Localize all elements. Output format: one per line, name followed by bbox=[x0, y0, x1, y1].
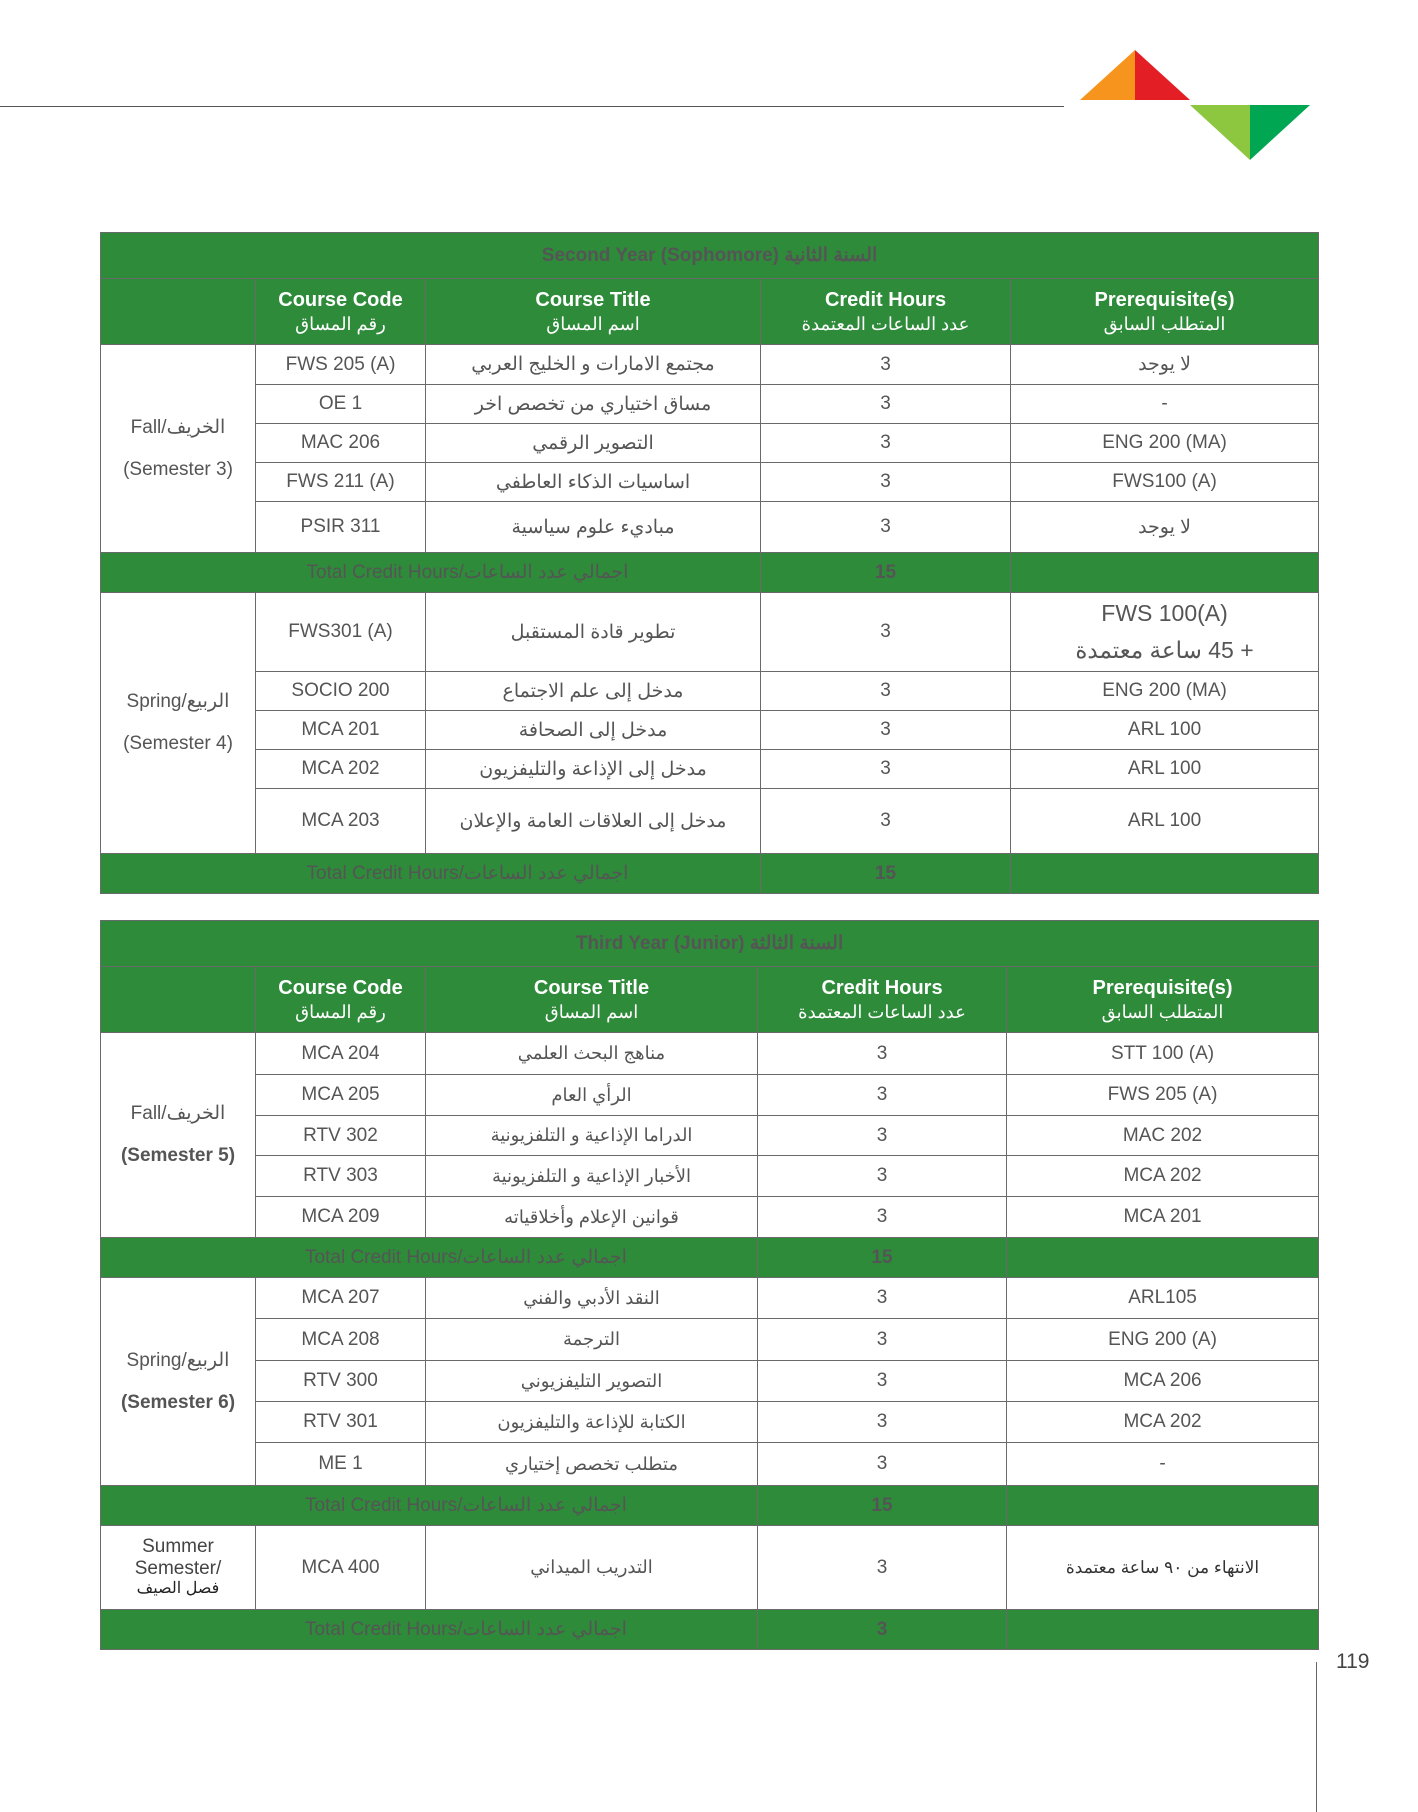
course-title: قوانين الإعلام وأخلاقياته bbox=[426, 1197, 758, 1238]
credit-hours: 3 bbox=[758, 1443, 1007, 1486]
prerequisite: ENG 200 (MA) bbox=[1011, 424, 1319, 463]
credit-hours: 3 bbox=[761, 672, 1011, 711]
prerequisite: لا يوجد bbox=[1011, 345, 1319, 385]
course-code: MAC 206 bbox=[256, 424, 426, 463]
header-row bbox=[101, 279, 1319, 345]
credit-hours: 3 bbox=[761, 424, 1011, 463]
header-empty bbox=[101, 279, 256, 345]
course-code: MCA 202 bbox=[256, 750, 426, 789]
course-code: ME 1 bbox=[256, 1443, 426, 1486]
second-year-title: Second Year (Sophomore) السنة الثانية bbox=[101, 233, 1319, 279]
course-title: مدخل إلى العلاقات العامة والإعلان bbox=[426, 789, 761, 854]
credit-hours: 3 bbox=[758, 1033, 1007, 1075]
prerequisite: ARL 100 bbox=[1011, 750, 1319, 789]
prerequisite: FWS 100(A) + 45 ساعة معتمدة bbox=[1011, 593, 1319, 672]
course-title: اساسيات الذكاء العاطفي bbox=[426, 463, 761, 502]
total-row bbox=[101, 854, 1319, 894]
third-year-title: Third Year (Junior) السنة الثالثة bbox=[101, 921, 1319, 967]
prerequisite: FWS100 (A) bbox=[1011, 463, 1319, 502]
credit-hours: 3 bbox=[758, 1319, 1007, 1361]
course-title: التصوير الرقمي bbox=[426, 424, 761, 463]
credit-hours: 3 bbox=[761, 789, 1011, 854]
total-empty bbox=[1007, 1610, 1319, 1650]
header-prerequisites: Prerequisite(s) المتطلب السابق bbox=[1007, 967, 1319, 1033]
course-title: مدخل إلى الإذاعة والتليفزيون bbox=[426, 750, 761, 789]
course-code: SOCIO 200 bbox=[256, 672, 426, 711]
total-value: 15 bbox=[758, 1486, 1007, 1526]
page-number: 119 bbox=[1336, 1650, 1370, 1673]
third-year-table bbox=[100, 920, 1319, 1650]
course-title: الأخبار الإذاعية و التلفزيونية bbox=[426, 1156, 758, 1197]
semester-label: Summer Semester/ فصل الصيف bbox=[101, 1526, 256, 1610]
credit-hours: 3 bbox=[758, 1075, 1007, 1116]
course-title: مدخل إلى علم الاجتماع bbox=[426, 672, 761, 711]
decorative-triangles-logo bbox=[1080, 50, 1320, 165]
total-label: Total Credit Hours/اجمالي عدد الساعات bbox=[101, 854, 761, 894]
total-label: Total Credit Hours/اجمالي عدد الساعات bbox=[101, 1238, 758, 1278]
course-code: RTV 303 bbox=[256, 1156, 426, 1197]
course-code: RTV 301 bbox=[256, 1402, 426, 1443]
credit-hours: 3 bbox=[761, 750, 1011, 789]
prerequisite: ENG 200 (MA) bbox=[1011, 672, 1319, 711]
credit-hours: 3 bbox=[758, 1278, 1007, 1319]
course-code: RTV 300 bbox=[256, 1361, 426, 1402]
total-label: Total Credit Hours/اجمالي عدد الساعات bbox=[101, 1486, 758, 1526]
total-row bbox=[101, 1486, 1319, 1526]
course-code: MCA 201 bbox=[256, 711, 426, 750]
total-row bbox=[101, 1238, 1319, 1278]
course-code: MCA 203 bbox=[256, 789, 426, 854]
course-code: OE 1 bbox=[256, 385, 426, 424]
course-title: تطوير قادة المستقبل bbox=[426, 593, 761, 672]
header-course-code: Course Code رقم المساق bbox=[256, 967, 426, 1033]
course-code: MCA 207 bbox=[256, 1278, 426, 1319]
prerequisite: ENG 200 (A) bbox=[1007, 1319, 1319, 1361]
header-course-code: Course Code رقم المساق bbox=[256, 279, 426, 345]
semester-label: Fall/الخريف (Semester 5) bbox=[101, 1033, 256, 1238]
credit-hours: 3 bbox=[761, 345, 1011, 385]
course-title: متطلب تخصص إختياري bbox=[426, 1443, 758, 1486]
table-row bbox=[101, 502, 1319, 553]
total-value: 3 bbox=[758, 1610, 1007, 1650]
prerequisite: ARL 100 bbox=[1011, 711, 1319, 750]
prerequisite: MAC 202 bbox=[1007, 1116, 1319, 1156]
course-code: FWS 205 (A) bbox=[256, 345, 426, 385]
second-year-table bbox=[100, 232, 1319, 894]
total-empty bbox=[1007, 1238, 1319, 1278]
third-year-title-row bbox=[101, 921, 1319, 967]
credit-hours: 3 bbox=[761, 593, 1011, 672]
lightgreen-triangle bbox=[1190, 105, 1250, 160]
course-title: النقد الأدبي والفني bbox=[426, 1278, 758, 1319]
prerequisite: MCA 201 bbox=[1007, 1197, 1319, 1238]
course-title: الكتابة للإذاعة والتليفزيون bbox=[426, 1402, 758, 1443]
prerequisite: MCA 202 bbox=[1007, 1156, 1319, 1197]
course-title: الدراما الإذاعية و التلفزيونية bbox=[426, 1116, 758, 1156]
prerequisite: STT 100 (A) bbox=[1007, 1033, 1319, 1075]
top-rule bbox=[0, 106, 1064, 107]
credit-hours: 3 bbox=[761, 502, 1011, 553]
header-row bbox=[101, 967, 1319, 1033]
total-label: Total Credit Hours/اجمالي عدد الساعات bbox=[101, 1610, 758, 1650]
table-row bbox=[101, 1319, 1319, 1361]
course-code: FWS301 (A) bbox=[256, 593, 426, 672]
prerequisite: لا يوجد bbox=[1011, 502, 1319, 553]
course-code: MCA 209 bbox=[256, 1197, 426, 1238]
total-value: 15 bbox=[761, 553, 1011, 593]
prerequisite: - bbox=[1011, 385, 1319, 424]
total-value: 15 bbox=[758, 1238, 1007, 1278]
table-row bbox=[101, 1197, 1319, 1238]
red-triangle bbox=[1135, 50, 1190, 100]
table-row bbox=[101, 789, 1319, 854]
header-credit-hours: Credit Hours عدد الساعات المعتمدة bbox=[761, 279, 1011, 345]
header-prerequisites: Prerequisite(s) المتطلب السابق bbox=[1011, 279, 1319, 345]
prerequisite: MCA 202 bbox=[1007, 1402, 1319, 1443]
total-value: 15 bbox=[761, 854, 1011, 894]
table-row bbox=[101, 1156, 1319, 1197]
table-row bbox=[101, 1278, 1319, 1319]
credit-hours: 3 bbox=[758, 1197, 1007, 1238]
table-row bbox=[101, 672, 1319, 711]
table-row bbox=[101, 750, 1319, 789]
credit-hours: 3 bbox=[761, 385, 1011, 424]
table-row bbox=[101, 1075, 1319, 1116]
course-code: MCA 400 bbox=[256, 1526, 426, 1610]
header-course-title: Course Title اسم المساق bbox=[426, 279, 761, 345]
course-code: MCA 204 bbox=[256, 1033, 426, 1075]
total-label: Total Credit Hours/اجمالي عدد الساعات bbox=[101, 553, 761, 593]
prerequisite: الانتهاء من ٩٠ ساعة معتمدة bbox=[1007, 1526, 1319, 1610]
total-empty bbox=[1011, 553, 1319, 593]
table-row bbox=[101, 593, 1319, 672]
total-empty bbox=[1011, 854, 1319, 894]
table-row bbox=[101, 1526, 1319, 1610]
table-row bbox=[101, 463, 1319, 502]
total-row bbox=[101, 553, 1319, 593]
table-row bbox=[101, 1402, 1319, 1443]
table-row bbox=[101, 385, 1319, 424]
course-code: MCA 205 bbox=[256, 1075, 426, 1116]
total-empty bbox=[1007, 1486, 1319, 1526]
prerequisite: ARL105 bbox=[1007, 1278, 1319, 1319]
prerequisite: ARL 100 bbox=[1011, 789, 1319, 854]
prerequisite: - bbox=[1007, 1443, 1319, 1486]
semester-label: Spring/الربيع (Semester 4) bbox=[101, 593, 256, 854]
course-code: PSIR 311 bbox=[256, 502, 426, 553]
table-row bbox=[101, 1361, 1319, 1402]
total-row bbox=[101, 1610, 1319, 1650]
course-title: التدريب الميداني bbox=[426, 1526, 758, 1610]
table-row bbox=[101, 1443, 1319, 1486]
credit-hours: 3 bbox=[758, 1116, 1007, 1156]
course-title: التصوير التليفزيوني bbox=[426, 1361, 758, 1402]
course-title: مناهج البحث العلمي bbox=[426, 1033, 758, 1075]
course-code: FWS 211 (A) bbox=[256, 463, 426, 502]
course-title: مساق اختياري من تخصص اخر bbox=[426, 385, 761, 424]
course-title: مباديء علوم سياسية bbox=[426, 502, 761, 553]
course-title: الرأي العام bbox=[426, 1075, 758, 1116]
table-row bbox=[101, 345, 1319, 385]
course-title: مدخل إلى الصحافة bbox=[426, 711, 761, 750]
header-course-title: Course Title اسم المساق bbox=[426, 967, 758, 1033]
credit-hours: 3 bbox=[758, 1156, 1007, 1197]
table-row bbox=[101, 711, 1319, 750]
credit-hours: 3 bbox=[758, 1361, 1007, 1402]
credit-hours: 3 bbox=[761, 463, 1011, 502]
prerequisite: MCA 206 bbox=[1007, 1361, 1319, 1402]
course-code: RTV 302 bbox=[256, 1116, 426, 1156]
course-title: مجتمع الامارات و الخليج العربي bbox=[426, 345, 761, 385]
credit-hours: 3 bbox=[758, 1402, 1007, 1443]
credit-hours: 3 bbox=[761, 711, 1011, 750]
header-credit-hours: Credit Hours عدد الساعات المعتمدة bbox=[758, 967, 1007, 1033]
darkgreen-triangle bbox=[1250, 105, 1310, 160]
course-code: MCA 208 bbox=[256, 1319, 426, 1361]
header-empty bbox=[101, 967, 256, 1033]
table-row bbox=[101, 1033, 1319, 1075]
orange-triangle bbox=[1080, 50, 1135, 100]
semester-label: Spring/الربيع (Semester 6) bbox=[101, 1278, 256, 1486]
page-number-divider bbox=[1316, 1662, 1317, 1812]
second-year-title-row bbox=[101, 233, 1319, 279]
prerequisite: FWS 205 (A) bbox=[1007, 1075, 1319, 1116]
table-row bbox=[101, 424, 1319, 463]
table-row bbox=[101, 1116, 1319, 1156]
semester-label: Fall/الخريف (Semester 3) bbox=[101, 345, 256, 553]
course-title: الترجمة bbox=[426, 1319, 758, 1361]
credit-hours: 3 bbox=[758, 1526, 1007, 1610]
